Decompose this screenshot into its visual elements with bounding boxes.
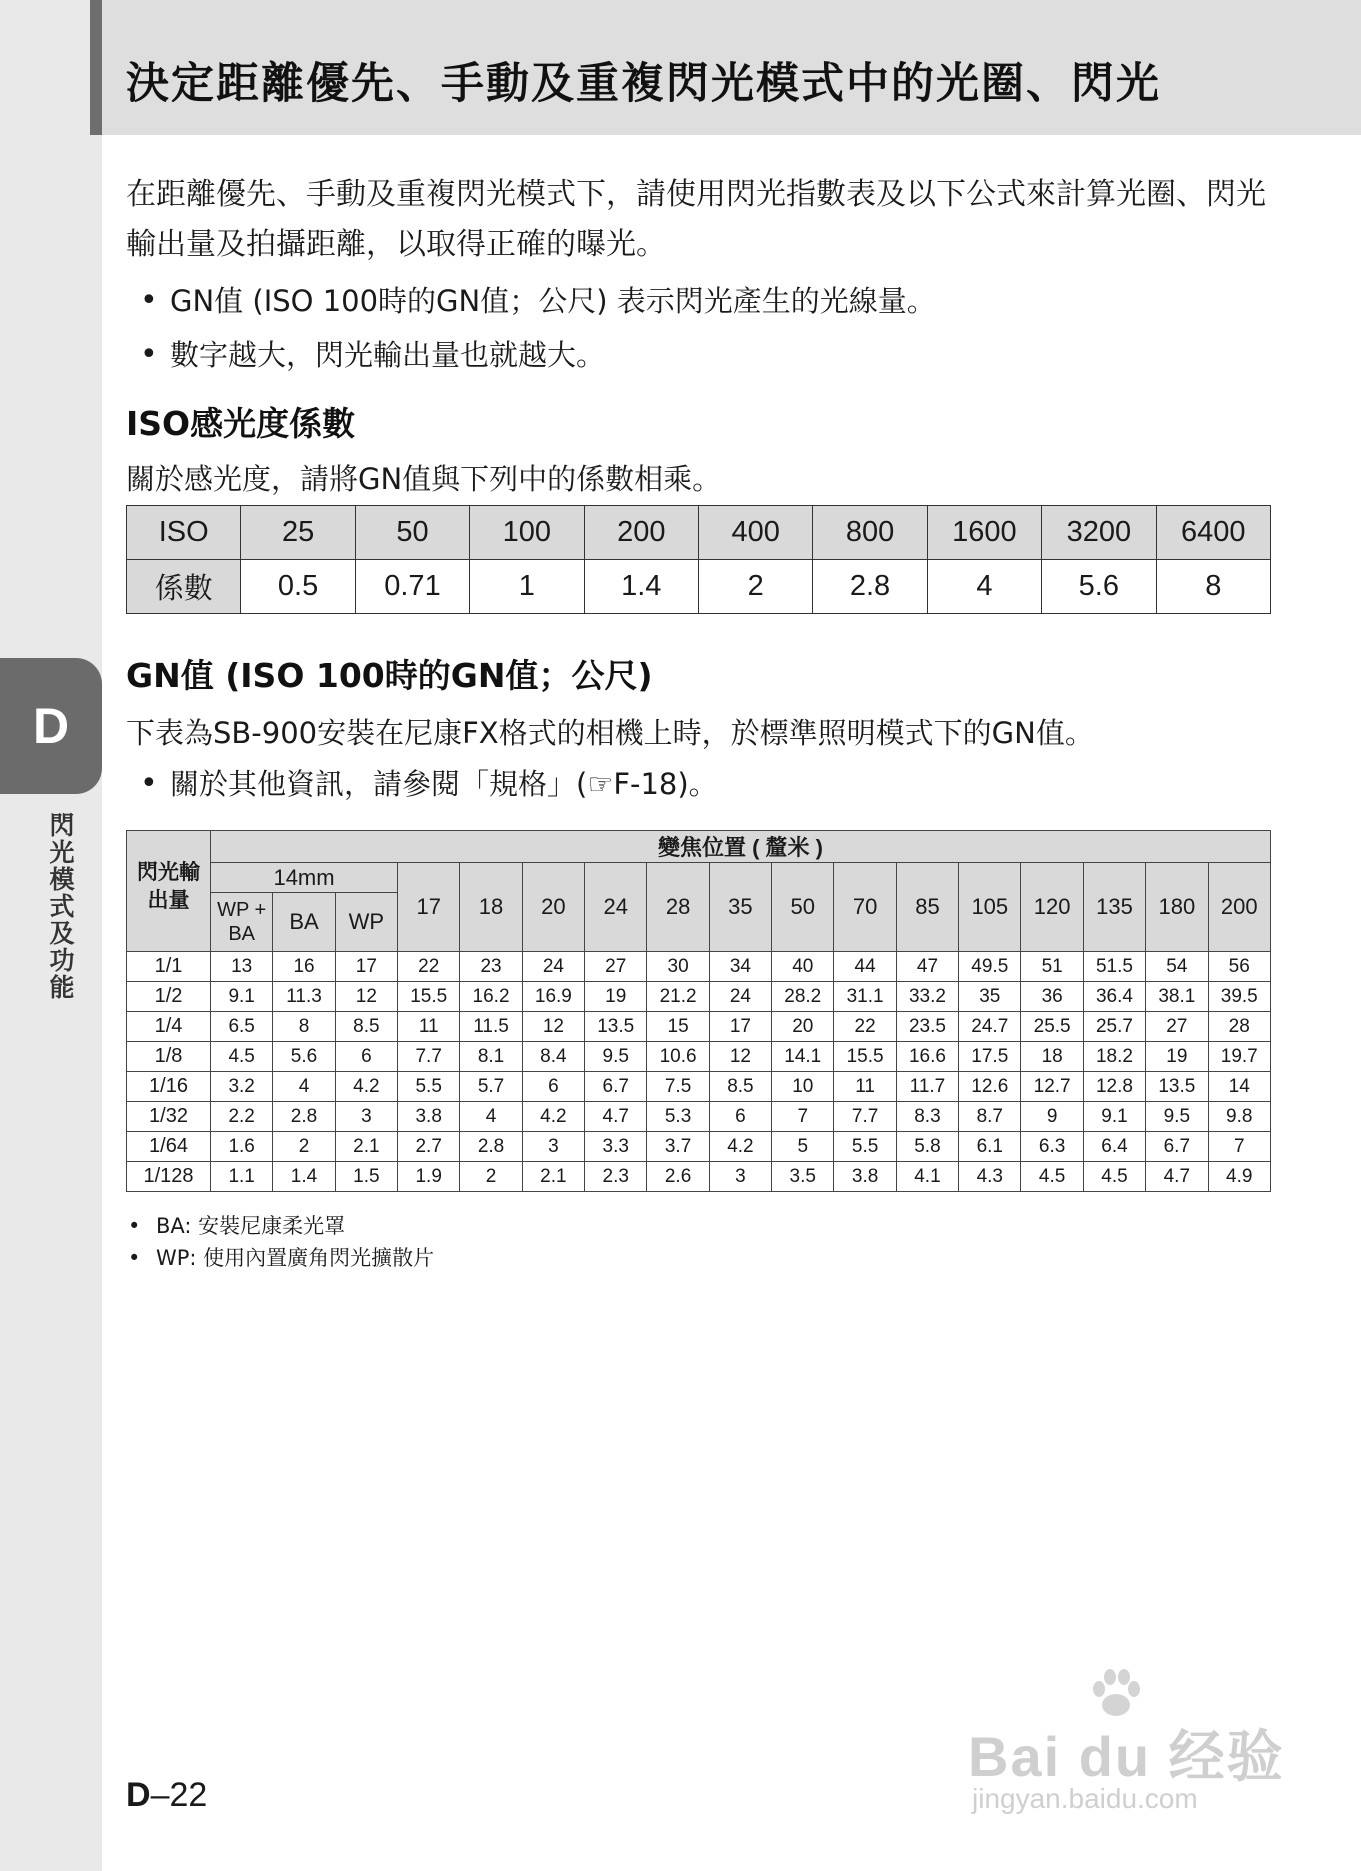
gn-value-cell: 9.5 <box>1146 1102 1208 1132</box>
gn-value-cell: 5 <box>772 1132 834 1162</box>
zoom-value-header: 120 <box>1021 863 1083 952</box>
gn-value-cell: 2 <box>460 1162 522 1192</box>
gn-value-cell: 28.2 <box>772 982 834 1012</box>
table-row <box>127 952 1271 982</box>
gn-value-cell: 8.3 <box>896 1102 958 1132</box>
gn-value-cell: 18.2 <box>1083 1042 1145 1072</box>
gn-value-cell: 13 <box>211 952 273 982</box>
gn-value-cell: 6.7 <box>585 1072 647 1102</box>
table-header-row <box>127 831 1271 863</box>
output-level-cell: 1/128 <box>127 1162 211 1192</box>
gn-value-cell: 8 <box>273 1012 335 1042</box>
factor-value-cell: 4 <box>927 560 1041 614</box>
gn-value-cell: 25.5 <box>1021 1012 1083 1042</box>
gn-value-cell: 27 <box>585 952 647 982</box>
gn-value-cell: 1.6 <box>211 1132 273 1162</box>
output-level-cell: 1/2 <box>127 982 211 1012</box>
table-header-row <box>127 863 1271 893</box>
gn-value-cell: 30 <box>647 952 709 982</box>
gn-value-cell: 56 <box>1208 952 1271 982</box>
gn-value-cell: 7.7 <box>398 1042 460 1072</box>
gn-value-cell: 44 <box>834 952 896 982</box>
iso-value-cell: 200 <box>584 506 698 560</box>
gn-value-cell: 36 <box>1021 982 1083 1012</box>
gn-value-cell: 4 <box>460 1102 522 1132</box>
gn-description: 下表為SB-900安裝在尼康FX格式的相機上時，於標準照明模式下的GN值。 <box>126 716 1094 750</box>
zoom-value-header: 35 <box>709 863 771 952</box>
output-level-cell: 1/64 <box>127 1132 211 1162</box>
gn-value-cell: 7 <box>1208 1132 1271 1162</box>
gn-value-cell: 4.7 <box>585 1102 647 1132</box>
page-title: 決定距離優先、手動及重複閃光模式中的光圈、閃光 <box>126 59 1161 109</box>
gn-value-cell: 18 <box>1021 1042 1083 1072</box>
iso-value-cell: 100 <box>470 506 584 560</box>
factor-value-cell: 1.4 <box>584 560 698 614</box>
iso-value-cell: 1600 <box>927 506 1041 560</box>
gn-value-cell: 39.5 <box>1208 982 1271 1012</box>
gn-value-cell: 7.7 <box>834 1102 896 1132</box>
gn-value-cell: 2.8 <box>273 1102 335 1132</box>
gn-bullets <box>126 756 1271 812</box>
gn-value-cell: 3.3 <box>585 1132 647 1162</box>
list-item: • 關於其他資訊，請參閱「規格」(☞F-18)。 <box>126 756 1271 812</box>
iso-heading: ISO感光度係數 <box>126 404 356 443</box>
factor-value-cell: 5.6 <box>1042 560 1156 614</box>
wide-sub-header: BA <box>273 893 335 952</box>
gn-value-cell: 2.1 <box>335 1132 397 1162</box>
table-row <box>127 1042 1271 1072</box>
zoom-position-header: 變焦位置 ( 釐米 ) <box>211 831 1271 863</box>
gn-value-cell: 16.9 <box>522 982 584 1012</box>
zoom-value-header: 18 <box>460 863 522 952</box>
gn-value-cell: 5.5 <box>398 1072 460 1102</box>
zoom-value-header: 17 <box>398 863 460 952</box>
gn-value-cell: 15.5 <box>834 1042 896 1072</box>
watermark <box>960 1665 1290 1825</box>
zoom-value-header: 24 <box>585 863 647 952</box>
gn-value-cell: 6 <box>709 1102 771 1132</box>
table-row <box>127 982 1271 1012</box>
table-row <box>127 1012 1271 1042</box>
gn-value-cell: 5.3 <box>647 1102 709 1132</box>
gn-value-cell: 6.1 <box>959 1132 1021 1162</box>
gn-value-cell: 1.4 <box>273 1162 335 1192</box>
factor-row-header: 係數 <box>127 560 241 614</box>
gn-value-cell: 24 <box>709 982 771 1012</box>
gn-value-cell: 23 <box>460 952 522 982</box>
gn-value-cell: 4.5 <box>211 1042 273 1072</box>
list-item: • 數字越大，閃光輸出量也就越大。 <box>126 328 1271 382</box>
gn-value-cell: 4 <box>273 1072 335 1102</box>
gn-value-cell: 36.4 <box>1083 982 1145 1012</box>
gn-value-cell: 6 <box>522 1072 584 1102</box>
zoom-value-header: 50 <box>772 863 834 952</box>
iso-value-cell: 3200 <box>1042 506 1156 560</box>
gn-value-cell: 9.5 <box>585 1042 647 1072</box>
chapter-label: 閃光模式及功能 <box>46 812 75 1001</box>
page-number-value: –22 <box>150 1776 208 1814</box>
iso-row-header: ISO <box>127 506 241 560</box>
intro-bullets <box>126 274 1271 382</box>
gn-value-cell: 4.2 <box>709 1132 771 1162</box>
gn-value-cell: 22 <box>834 1012 896 1042</box>
output-level-cell: 1/1 <box>127 952 211 982</box>
gn-value-cell: 40 <box>772 952 834 982</box>
title-band <box>90 0 1361 135</box>
iso-value-cell: 50 <box>355 506 469 560</box>
gn-value-cell: 9 <box>1021 1102 1083 1132</box>
zoom-value-header: 105 <box>959 863 1021 952</box>
zoom-value-header: 70 <box>834 863 896 952</box>
gn-table <box>126 830 1271 1192</box>
gn-heading: GN值 (ISO 100時的GN值；公尺) <box>126 656 653 695</box>
gn-value-cell: 2.8 <box>460 1132 522 1162</box>
gn-value-cell: 16.6 <box>896 1042 958 1072</box>
gn-value-cell: 38.1 <box>1146 982 1208 1012</box>
gn-value-cell: 16.2 <box>460 982 522 1012</box>
gn-value-cell: 12.7 <box>1021 1072 1083 1102</box>
gn-value-cell: 3.8 <box>398 1102 460 1132</box>
wide-14mm-header: 14mm <box>211 863 398 893</box>
gn-value-cell: 8.1 <box>460 1042 522 1072</box>
footnote: • BA: 安裝尼康柔光罩 <box>126 1210 434 1242</box>
gn-value-cell: 13.5 <box>585 1012 647 1042</box>
gn-value-cell: 2.7 <box>398 1132 460 1162</box>
zoom-value-header: 135 <box>1083 863 1145 952</box>
gn-value-cell: 11 <box>834 1072 896 1102</box>
factor-value-cell: 2.8 <box>813 560 927 614</box>
gn-value-cell: 4.5 <box>1083 1162 1145 1192</box>
gn-value-cell: 7 <box>772 1102 834 1132</box>
table-row <box>127 1162 1271 1192</box>
gn-value-cell: 20 <box>772 1012 834 1042</box>
gn-value-cell: 17 <box>335 952 397 982</box>
gn-value-cell: 10.6 <box>647 1042 709 1072</box>
output-level-cell: 1/4 <box>127 1012 211 1042</box>
zoom-value-header: 200 <box>1208 863 1271 952</box>
gn-value-cell: 17 <box>709 1012 771 1042</box>
intro-paragraph: 在距離優先、手動及重複閃光模式下，請使用閃光指數表及以下公式來計算光圈、閃光輸出量及拍攝距離，以取得正確的曝光。 <box>126 177 1266 262</box>
factor-value-cell: 8 <box>1156 560 1270 614</box>
iso-description: 關於感光度，請將GN值與下列中的係數相乘。 <box>126 462 722 496</box>
output-level-cell: 1/16 <box>127 1072 211 1102</box>
watermark-url: jingyan.baidu.com <box>972 1783 1198 1814</box>
gn-value-cell: 19 <box>585 982 647 1012</box>
table-row <box>127 506 1271 560</box>
gn-value-cell: 9.1 <box>211 982 273 1012</box>
gn-value-cell: 2.6 <box>647 1162 709 1192</box>
gn-value-cell: 1.1 <box>211 1162 273 1192</box>
zoom-value-header: 20 <box>522 863 584 952</box>
gn-value-cell: 14.1 <box>772 1042 834 1072</box>
gn-value-cell: 21.2 <box>647 982 709 1012</box>
zoom-value-header: 85 <box>896 863 958 952</box>
gn-value-cell: 51.5 <box>1083 952 1145 982</box>
gn-value-cell: 3.2 <box>211 1072 273 1102</box>
gn-value-cell: 34 <box>709 952 771 982</box>
gn-value-cell: 4.2 <box>522 1102 584 1132</box>
watermark-brand: Bai du 经验 <box>968 1725 1285 1788</box>
gn-value-cell: 31.1 <box>834 982 896 1012</box>
gn-value-cell: 15 <box>647 1012 709 1042</box>
gn-value-cell: 8.4 <box>522 1042 584 1072</box>
gn-value-cell: 23.5 <box>896 1012 958 1042</box>
gn-value-cell: 8.7 <box>959 1102 1021 1132</box>
iso-value-cell: 800 <box>813 506 927 560</box>
gn-value-cell: 17.5 <box>959 1042 1021 1072</box>
gn-value-cell: 11.3 <box>273 982 335 1012</box>
gn-value-cell: 11.5 <box>460 1012 522 1042</box>
gn-value-cell: 4.9 <box>1208 1162 1271 1192</box>
wide-sub-header: WP <box>335 893 397 952</box>
gn-value-cell: 4.7 <box>1146 1162 1208 1192</box>
gn-value-cell: 15.5 <box>398 982 460 1012</box>
footnotes <box>126 1210 434 1274</box>
gn-value-cell: 9.8 <box>1208 1102 1271 1132</box>
table-row <box>127 560 1271 614</box>
table-row <box>127 1102 1271 1132</box>
gn-value-cell: 19 <box>1146 1042 1208 1072</box>
gn-value-cell: 11 <box>398 1012 460 1042</box>
gn-value-cell: 28 <box>1208 1012 1271 1042</box>
zoom-value-header: 180 <box>1146 863 1208 952</box>
gn-value-cell: 1.5 <box>335 1162 397 1192</box>
gn-value-cell: 16 <box>273 952 335 982</box>
gn-value-cell: 7.5 <box>647 1072 709 1102</box>
gn-value-cell: 3.5 <box>772 1162 834 1192</box>
gn-value-cell: 2.1 <box>522 1162 584 1192</box>
factor-value-cell: 0.71 <box>355 560 469 614</box>
gn-value-cell: 4.5 <box>1021 1162 1083 1192</box>
gn-value-cell: 2.3 <box>585 1162 647 1192</box>
gn-value-cell: 3 <box>335 1102 397 1132</box>
gn-value-cell: 8.5 <box>709 1072 771 1102</box>
gn-value-cell: 54 <box>1146 952 1208 982</box>
gn-value-cell: 8.5 <box>335 1012 397 1042</box>
gn-value-cell: 4.1 <box>896 1162 958 1192</box>
gn-value-cell: 2 <box>273 1132 335 1162</box>
gn-value-cell: 12 <box>335 982 397 1012</box>
gn-value-cell: 4.2 <box>335 1072 397 1102</box>
output-level-cell: 1/8 <box>127 1042 211 1072</box>
iso-value-cell: 6400 <box>1156 506 1270 560</box>
gn-value-cell: 3.7 <box>647 1132 709 1162</box>
gn-value-cell: 9.1 <box>1083 1102 1145 1132</box>
gn-value-cell: 6 <box>335 1042 397 1072</box>
iso-section <box>126 398 721 498</box>
gn-value-cell: 22 <box>398 952 460 982</box>
page-number-letter: D <box>126 1776 151 1814</box>
gn-value-cell: 6.5 <box>211 1012 273 1042</box>
iso-value-cell: 400 <box>698 506 812 560</box>
list-item: • GN值 (ISO 100時的GN值；公尺) 表示閃光產生的光線量。 <box>126 274 1271 328</box>
gn-value-cell: 12 <box>522 1012 584 1042</box>
gn-value-cell: 47 <box>896 952 958 982</box>
table-row <box>127 1072 1271 1102</box>
table-row <box>127 1132 1271 1162</box>
iso-value-cell: 25 <box>241 506 355 560</box>
iso-factor-table <box>126 505 1271 614</box>
gn-value-cell: 1.9 <box>398 1162 460 1192</box>
gn-value-cell: 2.2 <box>211 1102 273 1132</box>
gn-row-header: 閃光輸出量 <box>127 831 211 952</box>
gn-value-cell: 12.6 <box>959 1072 1021 1102</box>
gn-value-cell: 49.5 <box>959 952 1021 982</box>
gn-value-cell: 14 <box>1208 1072 1271 1102</box>
gn-value-cell: 5.8 <box>896 1132 958 1162</box>
chapter-tab[interactable]: D <box>0 658 102 794</box>
factor-value-cell: 2 <box>698 560 812 614</box>
gn-section <box>126 650 1271 812</box>
gn-value-cell: 5.5 <box>834 1132 896 1162</box>
gn-value-cell: 24.7 <box>959 1012 1021 1042</box>
zoom-value-header: 28 <box>647 863 709 952</box>
gn-value-cell: 19.7 <box>1208 1042 1271 1072</box>
gn-value-cell: 6.4 <box>1083 1132 1145 1162</box>
gn-value-cell: 3 <box>522 1132 584 1162</box>
gn-value-cell: 12 <box>709 1042 771 1072</box>
gn-value-cell: 51 <box>1021 952 1083 982</box>
gn-value-cell: 11.7 <box>896 1072 958 1102</box>
gn-value-cell: 13.5 <box>1146 1072 1208 1102</box>
gn-value-cell: 6.7 <box>1146 1132 1208 1162</box>
factor-value-cell: 0.5 <box>241 560 355 614</box>
title-accent-bar <box>90 0 102 135</box>
gn-value-cell: 10 <box>772 1072 834 1102</box>
output-level-cell: 1/32 <box>127 1102 211 1132</box>
footnote: • WP: 使用內置廣角閃光擴散片 <box>126 1242 434 1274</box>
factor-value-cell: 1 <box>470 560 584 614</box>
gn-value-cell: 33.2 <box>896 982 958 1012</box>
gn-value-cell: 24 <box>522 952 584 982</box>
gn-value-cell: 27 <box>1146 1012 1208 1042</box>
gn-value-cell: 6.3 <box>1021 1132 1083 1162</box>
wide-sub-header: WP + BA <box>211 893 273 952</box>
page-number <box>126 1776 207 1815</box>
gn-value-cell: 25.7 <box>1083 1012 1145 1042</box>
main-content <box>126 170 1271 1270</box>
gn-value-cell: 3.8 <box>834 1162 896 1192</box>
gn-value-cell: 12.8 <box>1083 1072 1145 1102</box>
gn-value-cell: 35 <box>959 982 1021 1012</box>
gn-value-cell: 4.3 <box>959 1162 1021 1192</box>
gn-value-cell: 5.7 <box>460 1072 522 1102</box>
gn-value-cell: 5.6 <box>273 1042 335 1072</box>
gn-value-cell: 3 <box>709 1162 771 1192</box>
